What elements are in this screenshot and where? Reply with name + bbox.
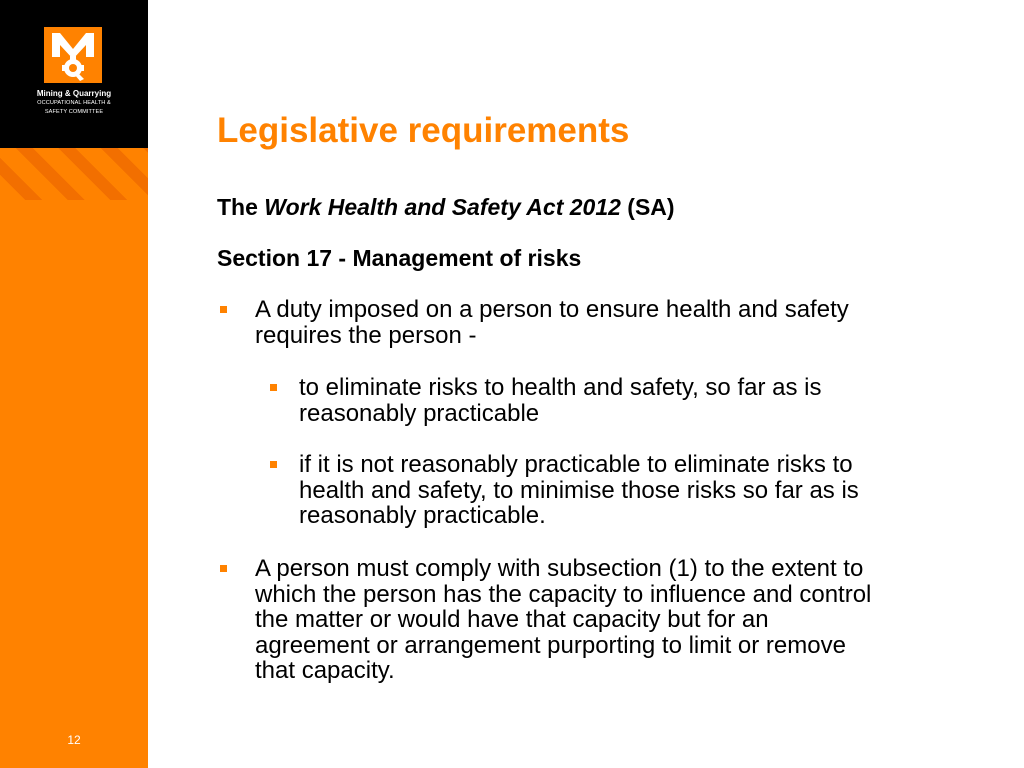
logo-name: Mining & Quarrying (36, 89, 112, 98)
bullet-item (255, 297, 955, 348)
slide-title: Legislative requirements (217, 111, 630, 150)
bullet-item (255, 556, 975, 684)
bullet-line: to eliminate risks to health and safety, so far as is (299, 374, 822, 401)
mq-logo-icon (44, 27, 102, 83)
decorative-stripes (0, 148, 148, 200)
act-suffix: (SA) (620, 194, 675, 220)
bullet-line: reasonably practicable. (299, 502, 546, 529)
sidebar (0, 0, 148, 768)
square-bullet-icon (220, 565, 227, 572)
square-bullet-icon (220, 306, 227, 313)
section-heading: Section 17 - Management of risks (217, 245, 582, 271)
act-name: Work Health and Safety Act 2012 (264, 194, 621, 220)
act-prefix: The (217, 194, 265, 220)
bullet-line: A person must comply with subsection (1) to the extent to (255, 555, 864, 582)
bullet-line: that capacity. (255, 657, 395, 684)
bullet-line: if it is not reasonably practicable to eliminate risks to (299, 451, 853, 478)
square-bullet-icon (270, 461, 277, 468)
bullet-line: health and safety, to minimise those risks so far as is (299, 476, 859, 504)
logo-panel (0, 0, 148, 148)
bullet-line: which the person has the capacity to influence and control (255, 580, 872, 608)
square-bullet-icon (270, 384, 277, 391)
bullet-line: the matter or would have that capacity but for an (255, 606, 769, 633)
sub-bullet-item (299, 375, 939, 426)
act-reference (217, 193, 675, 221)
bullet-line: A duty imposed on a person to ensure health and safety (255, 296, 849, 323)
page-number: 12 (67, 733, 81, 747)
logo-subtitle-line-1: OCCUPATIONAL HEALTH & (37, 100, 111, 106)
sub-bullet-item (299, 452, 979, 529)
bullet-line: agreement or arrangement purporting to limit or remove (255, 631, 846, 659)
bullet-line: requires the person - (255, 321, 477, 349)
bullet-line: reasonably practicable (299, 399, 540, 427)
logo-subtitle-line-2: SAFETY COMMITTEE (44, 109, 104, 115)
